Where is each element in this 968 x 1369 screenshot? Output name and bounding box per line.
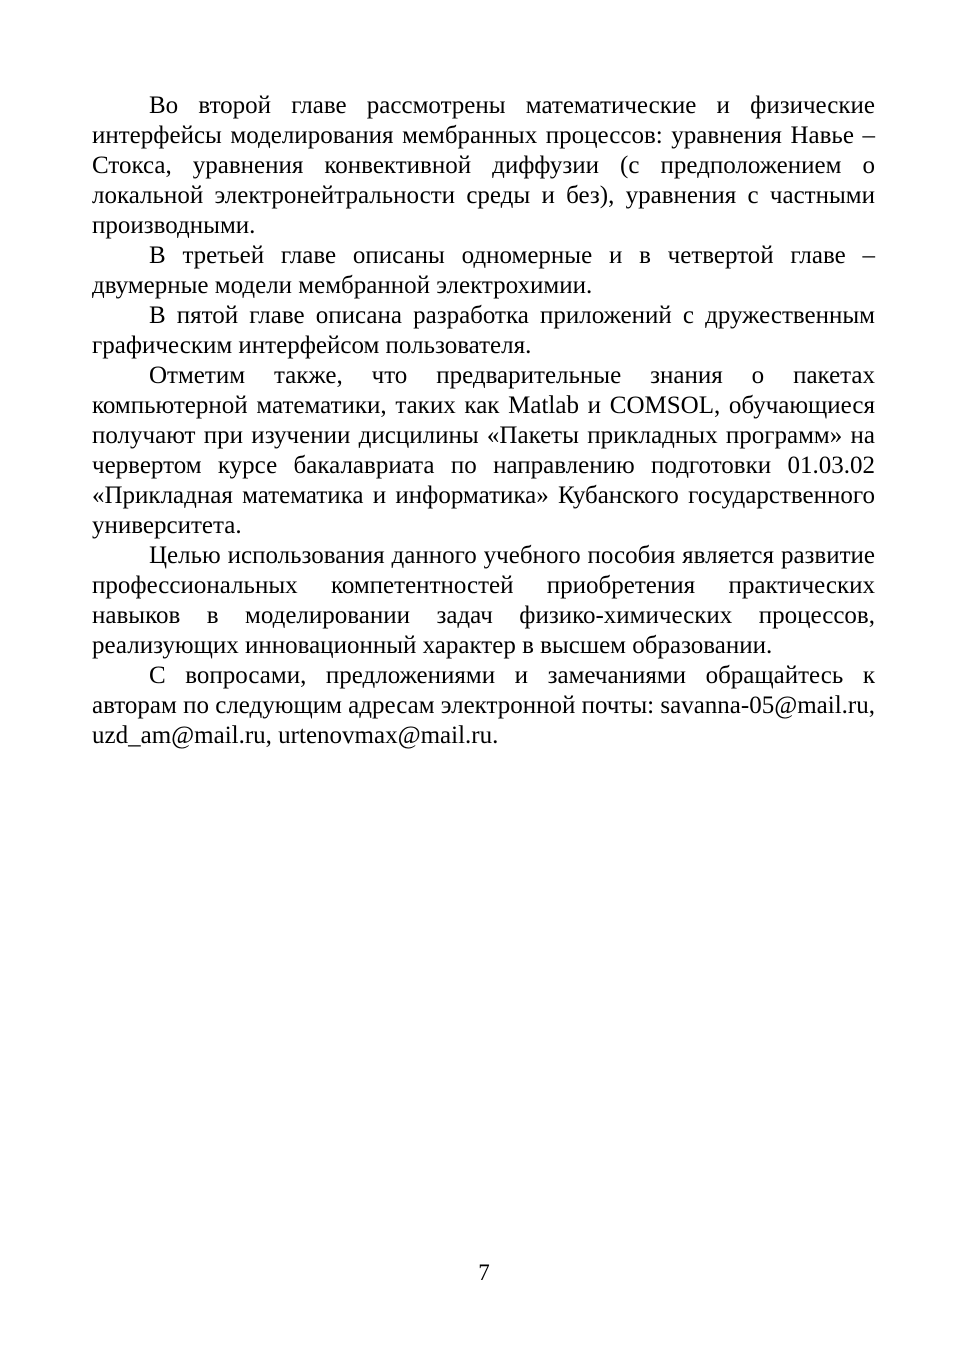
paragraph-chapter-two: Во второй главе рассмотрены математические и физические интерфейсы моделирования мембранных процессов: уравнения Навье – Стокса, уравнения конвективной диффузии (с предположением о локальной электронейтральности среды и без), уравнения с частными производными. — [92, 92, 875, 239]
paragraph-chapter-five: В пятой главе описана разработка приложений с дружественным графическим интерфейсом пользователя. — [92, 302, 875, 359]
page-number: 7 — [478, 1260, 490, 1285]
paragraph-prior-knowledge: Отметим также, что предварительные знания о пакетах компьютерной математики, таких как Matlab и COMSOL, обучающиеся получают при изучении дисцилины «Пакеты прикладных программ» на червертом курсе бакалавриата по направлению подготовки 01.03.02 «Прикладная математика и информатика» Кубанского государственного университета. — [92, 362, 875, 539]
paragraph-purpose: Целью использования данного учебного пособия является развитие профессиональных компетентностей приобретения практических навыков в моделировании задач физико-химических процессов, реализующих инновационный характер в высшем образовании. — [92, 542, 875, 659]
paragraph-contacts: С вопросами, предложениями и замечаниями обращайтесь к авторам по следующим адресам электронной почты: savanna-05@mail.ru, uzd_am@mail.ru, urtenovmax@mail.ru. — [92, 662, 875, 749]
body-text — [92, 91, 875, 751]
paragraph-chapters-three-four: В третьей главе описаны одномерные и в четвертой главе – двумерные модели мембранной электрохимии. — [92, 242, 875, 299]
